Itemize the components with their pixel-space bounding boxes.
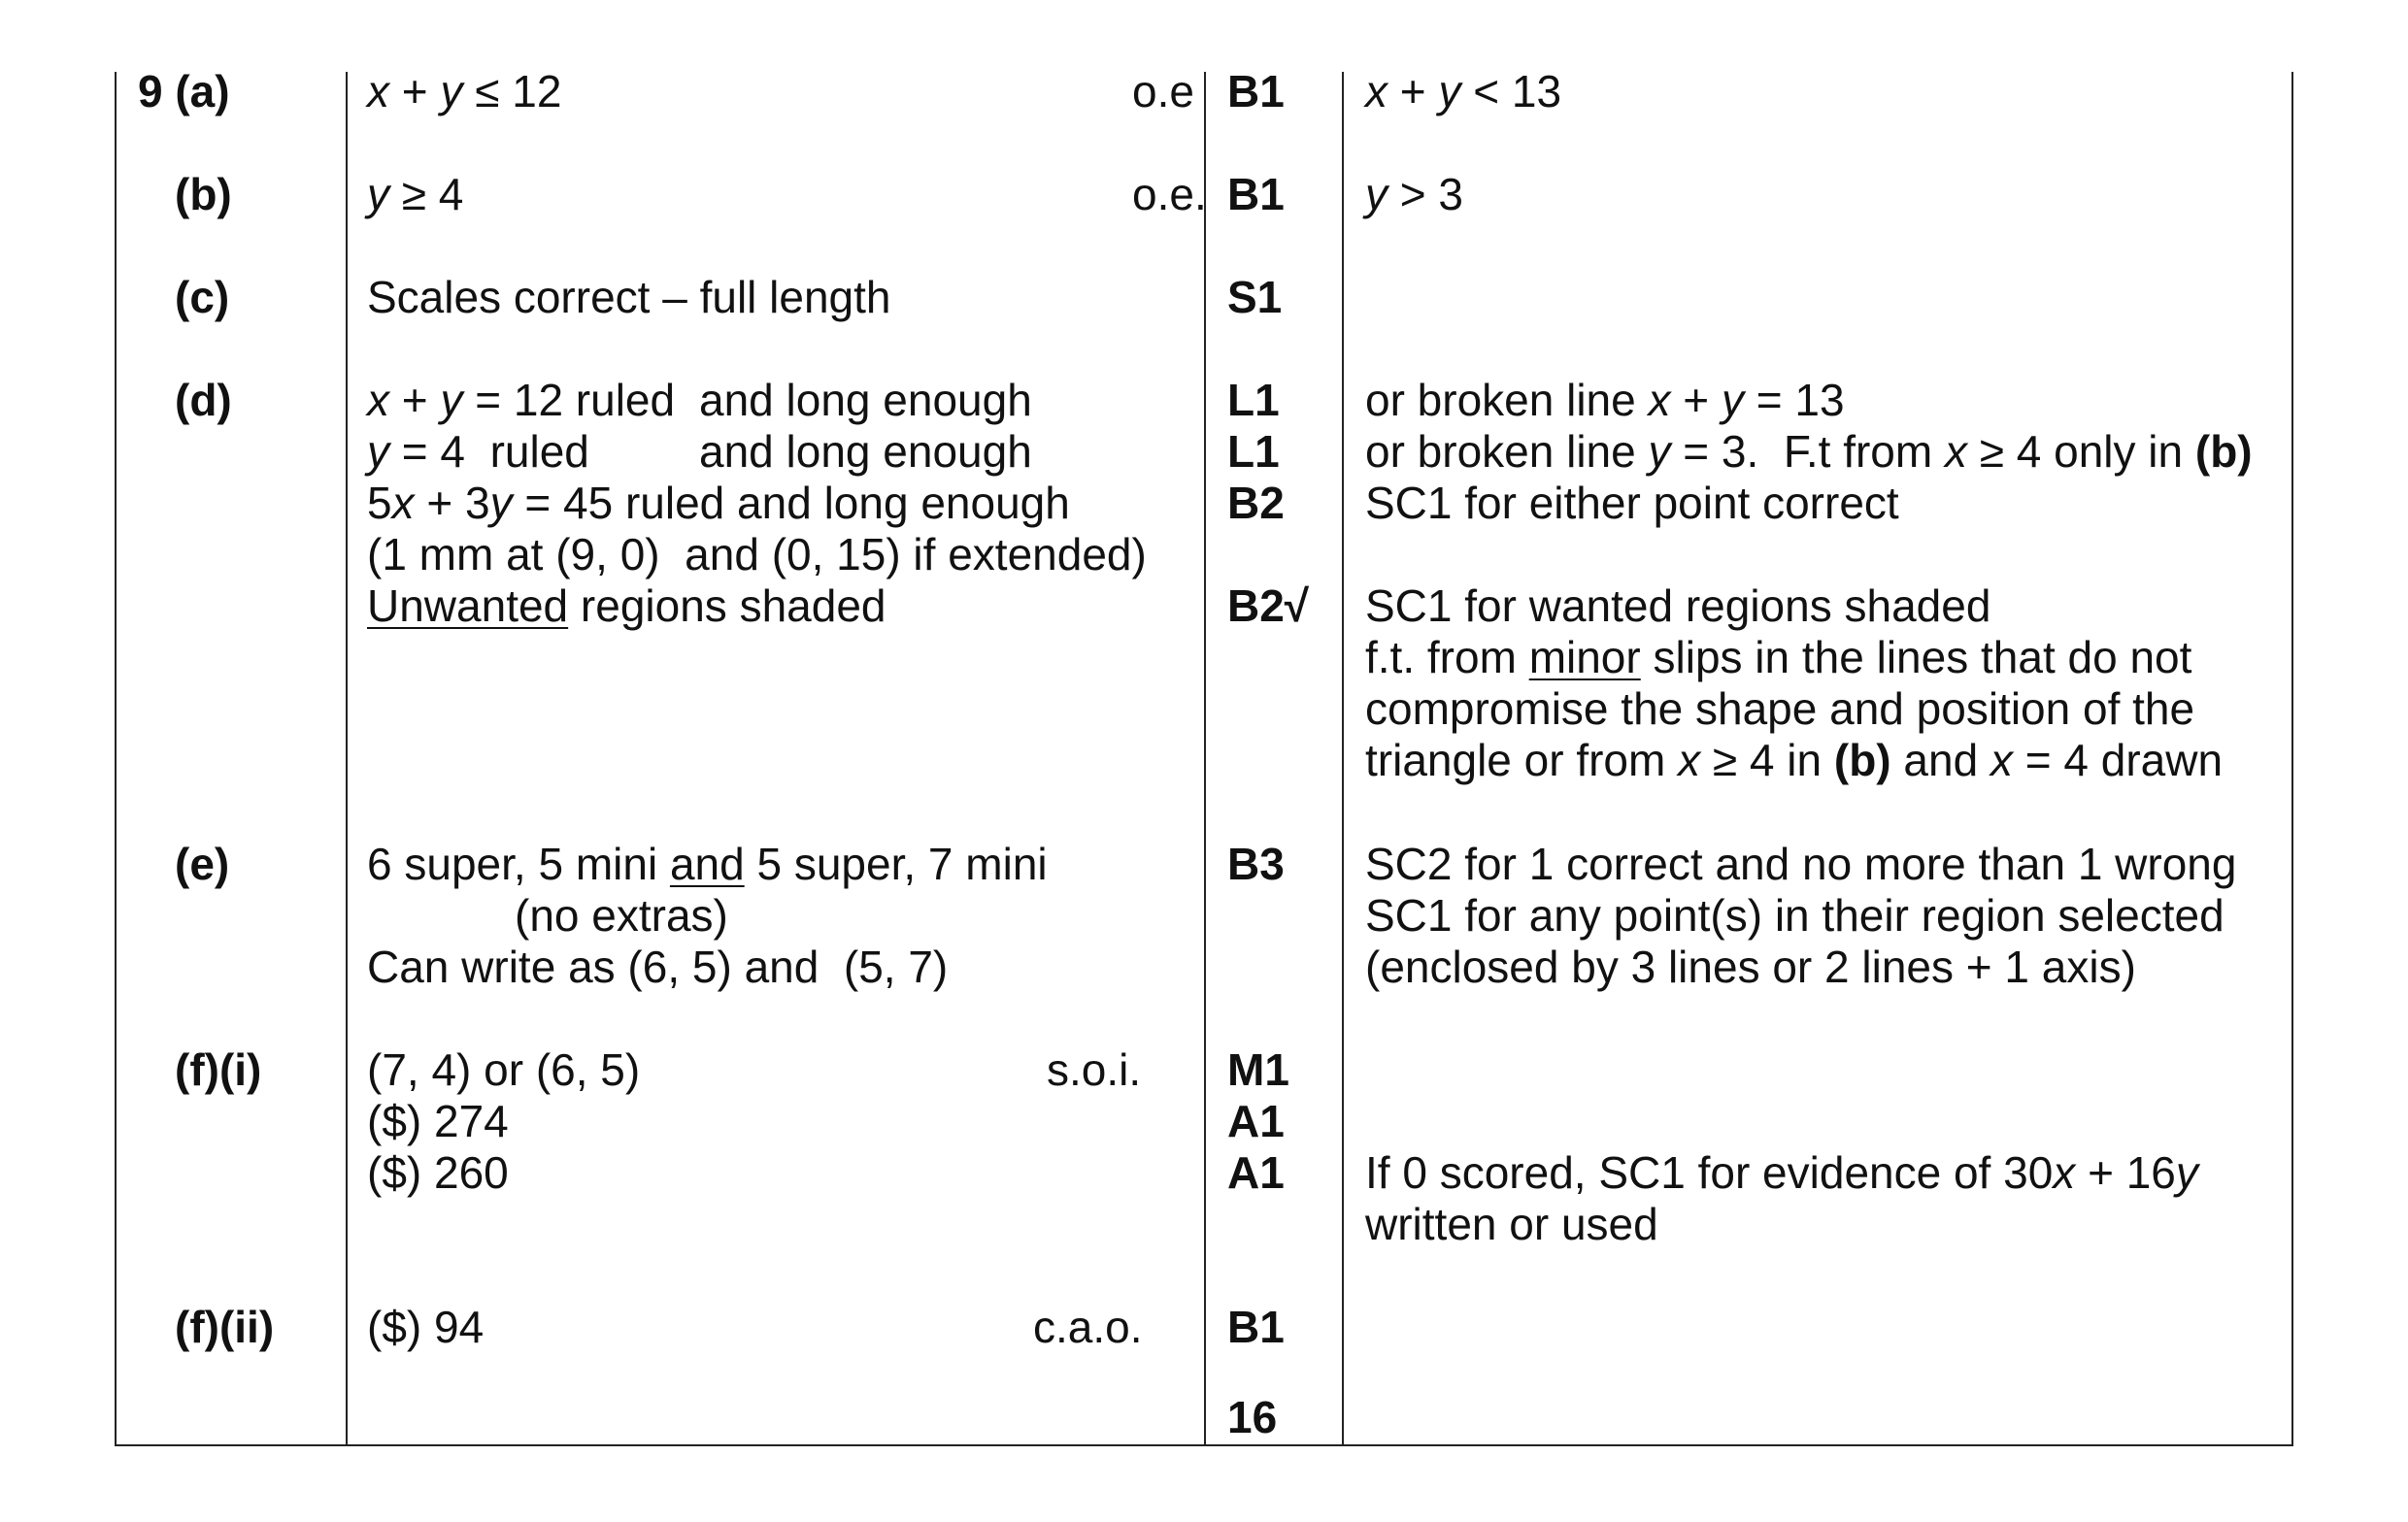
- mark: S1: [1227, 272, 1283, 322]
- part-label: (e): [175, 839, 230, 889]
- mark: A1: [1227, 1096, 1285, 1146]
- mark: A1: [1227, 1147, 1285, 1198]
- column-divider: [1342, 72, 1344, 1444]
- column-divider: [1204, 72, 1206, 1444]
- mark: B1: [1227, 66, 1285, 116]
- comment-text: compromise the shape and position of the: [1365, 683, 2195, 734]
- answer-text: (no extras): [515, 890, 728, 941]
- mark: B2: [1227, 478, 1285, 528]
- answer-text: ($) 94: [367, 1302, 485, 1352]
- mark: B3: [1227, 839, 1285, 889]
- answer-text: y = 4 ruled: [367, 426, 589, 477]
- mark: L1: [1227, 375, 1280, 425]
- comment-text: written or used: [1365, 1199, 1658, 1249]
- answer-text: ($) 274: [367, 1096, 509, 1146]
- answer-text: and long enough: [699, 426, 1032, 477]
- comment-text: y > 3: [1365, 169, 1464, 219]
- answer-text: Scales correct – full length: [367, 272, 891, 322]
- answer-text: and long enough: [699, 375, 1032, 425]
- column-divider: [346, 72, 348, 1444]
- part-label: (f)(i): [175, 1044, 262, 1095]
- answer-text: Can write as (6, 5) and (5, 7): [367, 942, 949, 992]
- answer-text: ($) 260: [367, 1147, 509, 1198]
- comment-text: SC1 for any point(s) in their region selected: [1365, 890, 2224, 941]
- answer-text: y ≥ 4: [367, 169, 464, 219]
- comment-text: SC1 for either point correct: [1365, 478, 1899, 528]
- comment-text: f.t. from minor slips in the lines that do not: [1365, 632, 2192, 682]
- answer-note: o.e: [1132, 66, 1194, 116]
- answer-note: o.e.: [1132, 169, 1207, 219]
- answer-note: s.o.i.: [1047, 1044, 1142, 1095]
- comment-text: If 0 scored, SC1 for evidence of 30x + 16y: [1365, 1147, 2198, 1198]
- comment-text: SC1 for wanted regions shaded: [1365, 580, 1991, 631]
- answer-text: 5x + 3y = 45 ruled and long enough: [367, 478, 1070, 528]
- part-label: (f)(ii): [175, 1302, 275, 1352]
- comment-text: (enclosed by 3 lines or 2 lines + 1 axis): [1365, 942, 2136, 992]
- total-marks: 16: [1227, 1392, 1278, 1442]
- part-label: (c): [175, 272, 230, 322]
- mark: M1: [1227, 1044, 1289, 1095]
- comment-text: or broken line x + y = 13: [1365, 375, 1845, 425]
- mark-scheme-table: [115, 66, 2293, 1446]
- comment-text: SC2 for 1 correct and no more than 1 wrong: [1365, 839, 2237, 889]
- mark: B1: [1227, 1302, 1285, 1352]
- part-label: (b): [175, 169, 232, 219]
- answer-text: (7, 4) or (6, 5): [367, 1044, 641, 1095]
- answer-text: (1 mm at (9, 0) and (0, 15) if extended): [367, 529, 1147, 579]
- answer-text: Unwanted regions shaded: [367, 580, 886, 631]
- comment-text: or broken line y = 3. F.t from x ≥ 4 only in (b): [1365, 426, 2253, 477]
- comment-text: x + y < 13: [1365, 66, 1562, 116]
- part-label: 9 (a): [138, 66, 230, 116]
- mark: L1: [1227, 426, 1280, 477]
- mark: B2√: [1227, 580, 1310, 631]
- part-label: (d): [175, 375, 232, 425]
- answer-text: x + y ≤ 12: [367, 66, 562, 116]
- answer-text: x + y = 12 ruled: [367, 375, 676, 425]
- comment-text: triangle or from x ≥ 4 in (b) and x = 4 drawn: [1365, 735, 2224, 785]
- mark: B1: [1227, 169, 1285, 219]
- answer-note: c.a.o.: [1033, 1302, 1143, 1352]
- answer-text: 6 super, 5 mini and 5 super, 7 mini: [367, 839, 1048, 889]
